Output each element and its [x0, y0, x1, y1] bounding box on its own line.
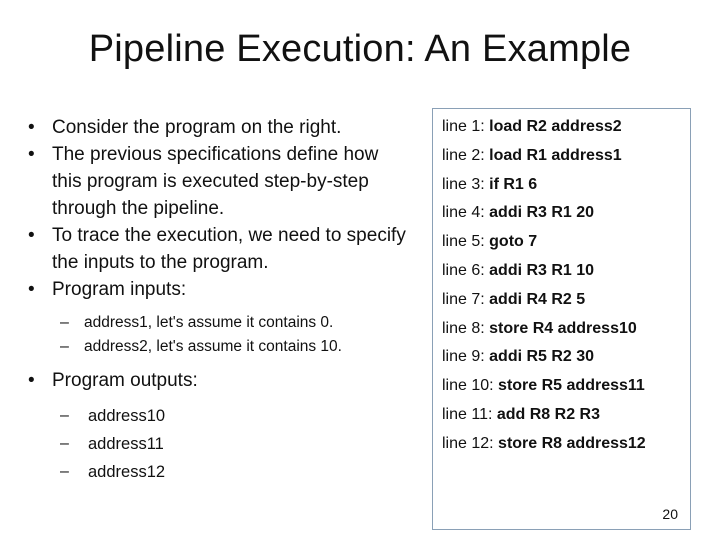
line-number: line 9:: [442, 348, 490, 366]
line-statement: add R8 R2 R3: [496, 405, 600, 423]
program-line: [442, 315, 690, 344]
dash-icon: –: [60, 407, 69, 424]
program-line: [442, 257, 690, 286]
page-number: 20: [662, 506, 678, 522]
program-line: [442, 171, 690, 200]
bullet-text: Consider the program on the right.: [52, 117, 342, 138]
inputs-sublist: [28, 311, 408, 359]
input-item: [28, 311, 408, 335]
program-line: [442, 401, 690, 430]
line-statement: goto 7: [489, 233, 538, 251]
bullet-list: [28, 114, 408, 494]
input-text: address1, let's assume it contains 0.: [84, 314, 334, 331]
bullet-dot-icon: •: [28, 144, 35, 165]
input-item: [28, 335, 408, 359]
bullet-item: [28, 276, 408, 303]
program-line: [442, 228, 690, 257]
bullet-item: [28, 367, 408, 394]
line-statement: addi R3 R1 20: [489, 204, 595, 222]
bullet-dot-icon: •: [28, 117, 35, 138]
program-line: [442, 343, 690, 372]
program-line: [442, 286, 690, 315]
program-line: [442, 113, 690, 142]
line-number: line 6:: [442, 261, 490, 279]
bullet-text: Program outputs:: [52, 370, 198, 391]
line-number: line 12:: [442, 434, 499, 452]
dash-icon: –: [60, 435, 69, 452]
line-number: line 5:: [442, 233, 490, 251]
dash-icon: –: [60, 338, 69, 355]
bullet-text: The previous specifications define how this program is executed step-by-step through the pipeline.: [52, 144, 379, 219]
line-number: line 7:: [442, 290, 490, 308]
line-statement: addi R4 R2 5: [489, 290, 586, 308]
bullet-text: To trace the execution, we need to specify the inputs to the program.: [52, 225, 406, 273]
slide-title: Pipeline Execution: An Example: [88, 28, 632, 70]
output-item: [28, 458, 408, 486]
dash-icon: –: [60, 314, 69, 331]
output-text: address12: [88, 463, 166, 481]
line-number: line 1:: [442, 118, 490, 135]
output-text: address10: [88, 407, 166, 425]
line-number: line 3:: [442, 175, 490, 193]
line-statement: addi R5 R2 30: [489, 348, 595, 366]
output-item: [28, 402, 408, 430]
output-text: address11: [88, 435, 164, 453]
line-statement: load R2 address2: [489, 118, 622, 135]
outputs-sublist: [28, 402, 408, 486]
line-statement: addi R3 R1 10: [489, 261, 595, 279]
line-number: line 11:: [442, 405, 497, 423]
bullet-dot-icon: •: [28, 279, 35, 300]
line-number: line 10:: [442, 377, 499, 395]
program-listing: [432, 108, 691, 530]
line-statement: store R5 address11: [498, 377, 645, 395]
input-text: address2, let's assume it contains 10.: [84, 338, 342, 355]
program-line: [442, 430, 690, 459]
dash-icon: –: [60, 463, 69, 480]
bullet-dot-icon: •: [28, 225, 35, 246]
program-line: [442, 199, 690, 228]
line-number: line 4:: [442, 204, 490, 222]
line-number: line 8:: [442, 319, 490, 337]
line-statement: store R4 address10: [489, 319, 637, 337]
line-statement: load R1 address1: [489, 146, 622, 164]
line-number: line 2:: [442, 146, 490, 164]
bullet-text: Program inputs:: [52, 279, 187, 300]
line-statement: if R1 6: [489, 175, 538, 193]
bullet-item: [28, 114, 408, 141]
program-line: [442, 142, 690, 171]
bullet-dot-icon: •: [28, 370, 35, 391]
program-line: [442, 372, 690, 401]
bullet-item: [28, 222, 408, 276]
output-item: [28, 430, 408, 458]
bullet-item: [28, 141, 408, 222]
line-statement: store R8 address12: [498, 434, 646, 452]
